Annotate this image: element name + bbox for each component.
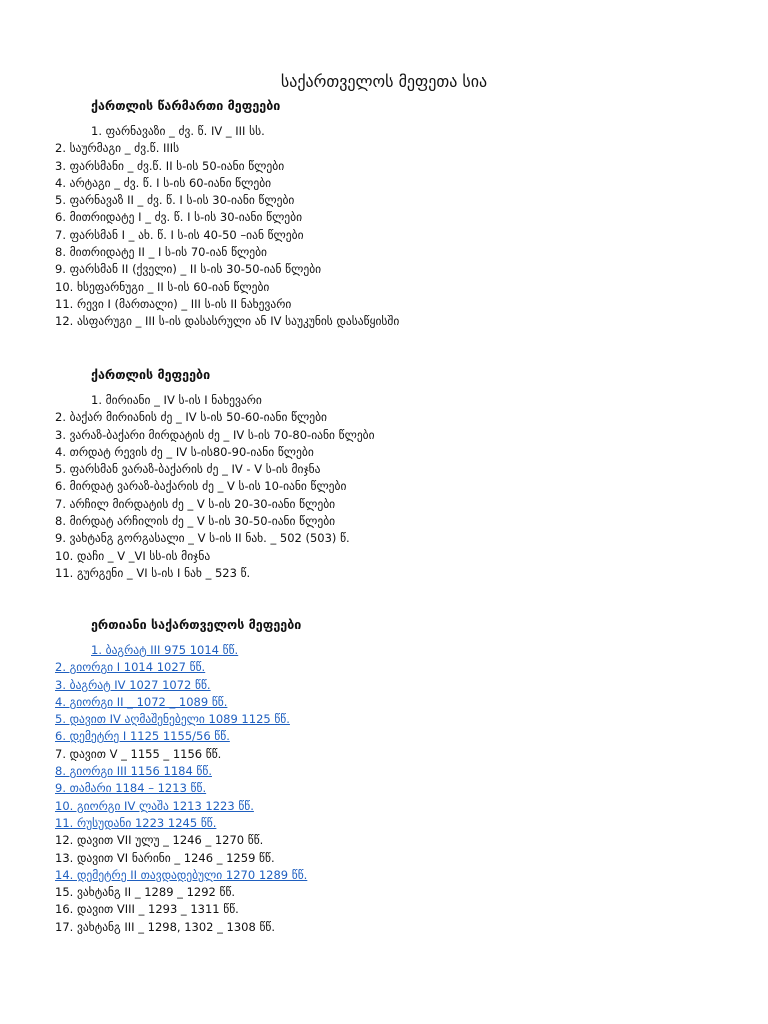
list-item: [55, 780, 307, 797]
list-item: 9. ფარსმან II (ქველი) _ II ს-ის 30-50-იან წლები: [55, 262, 322, 277]
king-link[interactable]: 5. დავით IV აღმაშენებელი 1089 1125 წწ.: [55, 712, 290, 727]
list-item: 7. ფარსმან I _ ახ. წ. I ს-ის 40-50 –იან წლები: [55, 227, 304, 242]
list-item: 5. ფარნავაზ II _ ძვ. წ. I ს-ის 30-იანი წლები: [55, 193, 295, 208]
list-item: 7. დავით V _ 1155 _ 1156 წწ.: [55, 746, 222, 761]
united-georgia-kings-list: [55, 642, 307, 936]
king-link[interactable]: 2. გიორგი I 1014 1027 წწ.: [55, 660, 206, 675]
list-item: 10. ხსეფარნუგი _ II ს-ის 60-იან წლები: [55, 279, 270, 294]
king-link[interactable]: 10. გიორგი IV ლაშა 1213 1223 წწ.: [55, 798, 254, 813]
kartli-kings-list: [55, 392, 375, 582]
list-item: 8. მირდატ არჩილის ძე _ V ს-ის 30-50-იანი წლები: [55, 514, 336, 529]
list-item: 1. ფარნავაზი _ ძვ. წ. IV _ III სს.: [91, 124, 265, 138]
king-link[interactable]: 6. დემეტრე I 1125 1155/56 წწ.: [55, 729, 230, 744]
king-link[interactable]: 9. თამარი 1184 – 1213 წწ.: [55, 781, 207, 796]
list-item: 3. ვარაზ-ბაქარი მირდატის ძე _ IV ს-ის 70-80-იანი წლები: [55, 427, 375, 442]
king-link[interactable]: 1. ბაგრატ III 975 1014 წწ.: [91, 643, 239, 657]
section-heading-kartli-kings: ქართლის მეფეები: [91, 367, 211, 382]
list-item: 2. საურმაგი _ ძვ.წ. IIIს: [55, 141, 180, 156]
list-item: 7. არჩილ მირდატის ძე _ V ს-ის 20-30-იანი წლები: [55, 496, 336, 511]
king-link[interactable]: 11. რუსუდანი 1223 1245 წწ.: [55, 815, 217, 830]
list-item: 4. არტაგი _ ძვ. წ. I ს-ის 60-იანი წლები: [55, 175, 272, 190]
list-item: 6. მითრიდატე I _ ძვ. წ. I ს-ის 30-იანი წლები: [55, 210, 303, 225]
list-item: 8. მითრიდატე II _ I ს-ის 70-იან წლები: [55, 245, 268, 260]
list-item: 2. ბაქარ მირიანის ძე _ IV ს-ის 50-60-იანი წლები: [55, 410, 328, 425]
list-item: [55, 642, 307, 659]
king-link[interactable]: 14. დემეტრე II თავდადებული 1270 1289 წწ.: [55, 867, 308, 882]
list-item: 6. მირდატ ვარაზ-ბაქარის ძე _ V ს-ის 10-იანი წლები: [55, 479, 347, 494]
list-item: 15. ვახტანგ II _ 1289 _ 1292 წწ.: [55, 885, 236, 900]
list-item: 12. დავით VII ულუ _ 1246 _ 1270 წწ.: [55, 833, 264, 848]
king-link[interactable]: 4. გიორგი II _ 1072 _ 1089 წწ.: [55, 694, 228, 709]
list-item: 5. ფარსმან ვარაზ-ბაქარის ძე _ IV - V ს-ის მიჯნა: [55, 462, 321, 477]
king-link[interactable]: 3. ბაგრატ IV 1027 1072 წწ.: [55, 677, 211, 692]
page-title: საქართველოს მეფეთა სია: [280, 72, 488, 91]
king-link[interactable]: 8. გიორგი III 1156 1184 წწ.: [55, 764, 212, 779]
list-item: [55, 728, 307, 745]
list-item: [55, 798, 307, 815]
list-item: 11. რევი I (მართალი) _ III ს-ის II ნახევარი: [55, 296, 292, 311]
list-item: 1. მირიანი _ IV ს-ის I ნახევარი: [91, 393, 262, 407]
list-item: 16. დავით VIII _ 1293 _ 1311 წწ.: [55, 902, 239, 917]
list-item: 12. ასფარუგი _ III ს-ის დასასრული ან IV საუკუნის დასაწყისში: [55, 314, 400, 329]
list-item: 9. ვახტანგ გორგასალი _ V ს-ის II ნახ. _ 502 (503) წ.: [55, 531, 350, 546]
list-item: 3. ფარსმანი _ ძვ.წ. II ს-ის 50-იანი წლები: [55, 158, 285, 173]
list-item: 17. ვახტანგ III _ 1298, 1302 _ 1308 წწ.: [55, 919, 276, 934]
list-item: [55, 711, 307, 728]
list-item: [55, 763, 307, 780]
section-heading-united-kings: ერთიანი საქართველოს მეფეები: [91, 617, 302, 632]
list-item: 10. დაჩი _ V _VI სს-ის მიჯნა: [55, 548, 211, 563]
list-item: 13. დავით VI ნარინი _ 1246 _ 1259 წწ.: [55, 850, 275, 865]
pagan-kings-list: [55, 123, 399, 331]
list-item: [55, 694, 307, 711]
list-item: [55, 815, 307, 832]
list-item: [55, 677, 307, 694]
list-item: 11. გურგენი _ VI ს-ის I ნახ _ 523 წ.: [55, 565, 251, 580]
list-item: [55, 659, 307, 676]
section-heading-pagan-kings: ქართლის წარმართი მეფეები: [91, 98, 281, 113]
list-item: 4. თრდატ რევის ძე _ IV ს-ის80-90-იანი წლები: [55, 444, 314, 459]
list-item: [55, 867, 307, 884]
